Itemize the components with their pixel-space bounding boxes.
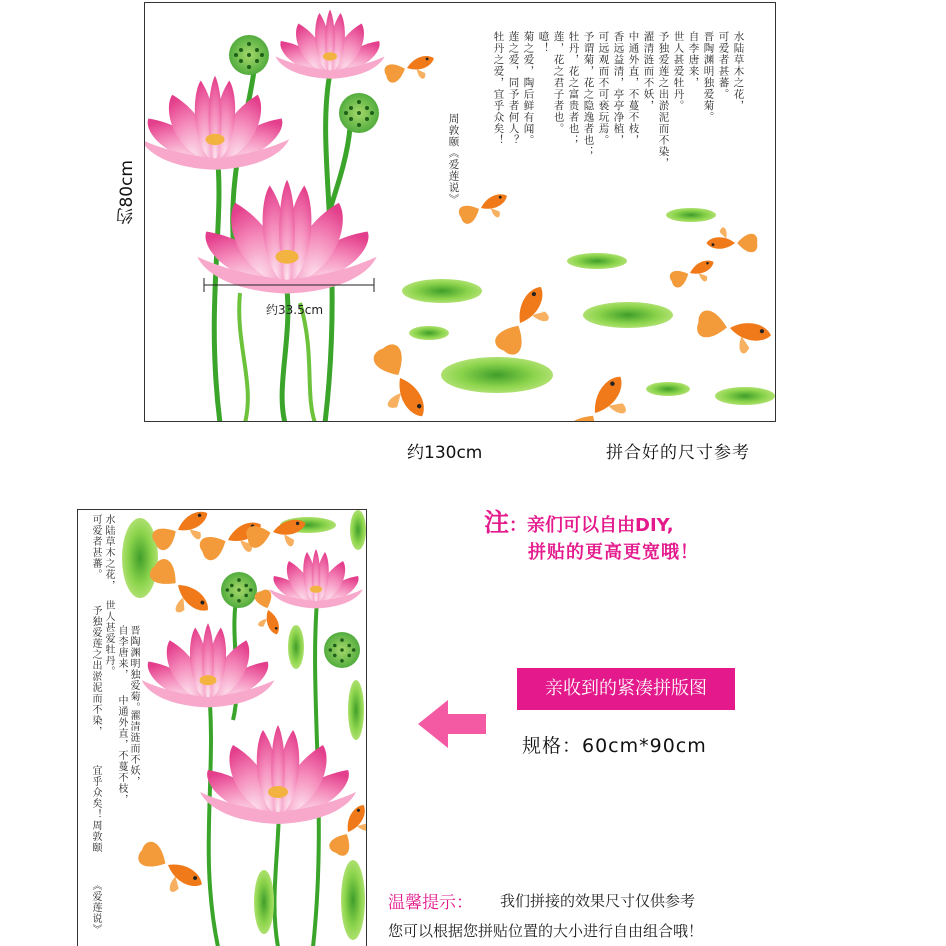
- poem-column: 水陆草木之花，: [103, 514, 114, 591]
- lotus-flower: [269, 549, 363, 608]
- poem-column: 晋陶渊明独爱菊。: [702, 31, 715, 123]
- lotus-seed-pod: [339, 93, 379, 133]
- arrow-left-icon: [418, 698, 488, 750]
- compact-layout-badge: 亲收到的紧凑拼版图: [517, 668, 735, 710]
- poem-column: 可爱者甚蕃。: [90, 514, 101, 580]
- lotus-flower: [145, 76, 289, 170]
- note-text: ：亲们可以自由DIY,: [509, 515, 674, 536]
- diy-note-line2: 拼贴的更高更宽哦！: [528, 542, 699, 563]
- tip-heading: 温馨提示：: [388, 893, 473, 913]
- spec-size-label: 规格：60cm*90cm: [522, 735, 707, 757]
- poem-column: 可远观而不可亵玩焉。: [597, 31, 610, 146]
- assembled-preview-frame: [144, 2, 776, 422]
- poem-column: 宜乎众矣！周敦颐: [90, 765, 101, 853]
- poem-column: 莲之爱，同予者何人？: [507, 31, 520, 146]
- tip-text-line1: 我们拼接的效果尺寸仅供参考: [500, 892, 696, 910]
- flower-width-label: 约33.5cm: [266, 303, 324, 317]
- poem-column: 牡丹，花之富贵者也；: [567, 31, 580, 146]
- compact-layout-sheet: [77, 509, 367, 946]
- poem-column: 香远益清，亭亭净植，: [612, 31, 625, 146]
- poem-column: 自李唐来，: [116, 625, 127, 680]
- lotus-seed-pod: [221, 572, 257, 608]
- lotus-seed-pod: [324, 632, 360, 668]
- poem-column: 菊之爱，陶后鲜有闻。: [522, 31, 535, 146]
- lotus-flower: [275, 10, 384, 79]
- poem-column: 牡丹之爱，宜乎众矣！: [492, 31, 505, 146]
- poem-column: 予独爱莲之出淤泥而不染，: [90, 605, 101, 737]
- poem-author: 周敦颐《爱莲说》: [447, 113, 460, 205]
- assembled-size-caption: 拼合好的尺寸参考: [606, 443, 750, 463]
- width-dimension-label: 约130cm: [407, 443, 483, 463]
- poem-column: 可爱者甚蕃。: [717, 31, 730, 100]
- lotus-flower: [142, 623, 275, 707]
- poem-column: 自李唐来，: [687, 31, 700, 89]
- poem-column: 噫！: [537, 31, 550, 54]
- poem-column: 予独爱莲之出淤泥而不染，: [657, 31, 670, 169]
- poem-column: 中通外直，不蔓不枝，: [627, 31, 640, 146]
- poem-column: 濯清涟而不妖，: [642, 31, 655, 112]
- poem-column: 世人甚爱牡丹。: [103, 600, 114, 677]
- poem-column: 莲，花之君子者也。: [552, 31, 565, 135]
- diy-note-line1: [484, 503, 674, 539]
- poem-column: 中通外直，不蔓不枝，: [116, 695, 127, 805]
- poem-column: 晋陶渊明独爱菊。: [128, 625, 139, 713]
- tip-text-line2: 您可以根据您拼贴位置的大小进行自由组合哦！: [388, 922, 704, 940]
- note-prefix: 注: [484, 508, 510, 537]
- lotus-seed-pod: [229, 35, 269, 75]
- lotus-flower: [197, 180, 376, 294]
- height-dimension-label: 约80cm: [117, 160, 137, 225]
- poem-column: 濯清涟而不妖，: [128, 710, 139, 787]
- poem-author: 《爱莲说》: [90, 880, 101, 935]
- lotus-flower: [200, 725, 356, 824]
- goldfish: [131, 510, 367, 903]
- poem-column: 予谓菊，花之隐逸者也；: [582, 31, 595, 158]
- poem-column: 水陆草木之花，: [732, 31, 745, 112]
- poem-column: 世人甚爱牡丹。: [672, 31, 685, 112]
